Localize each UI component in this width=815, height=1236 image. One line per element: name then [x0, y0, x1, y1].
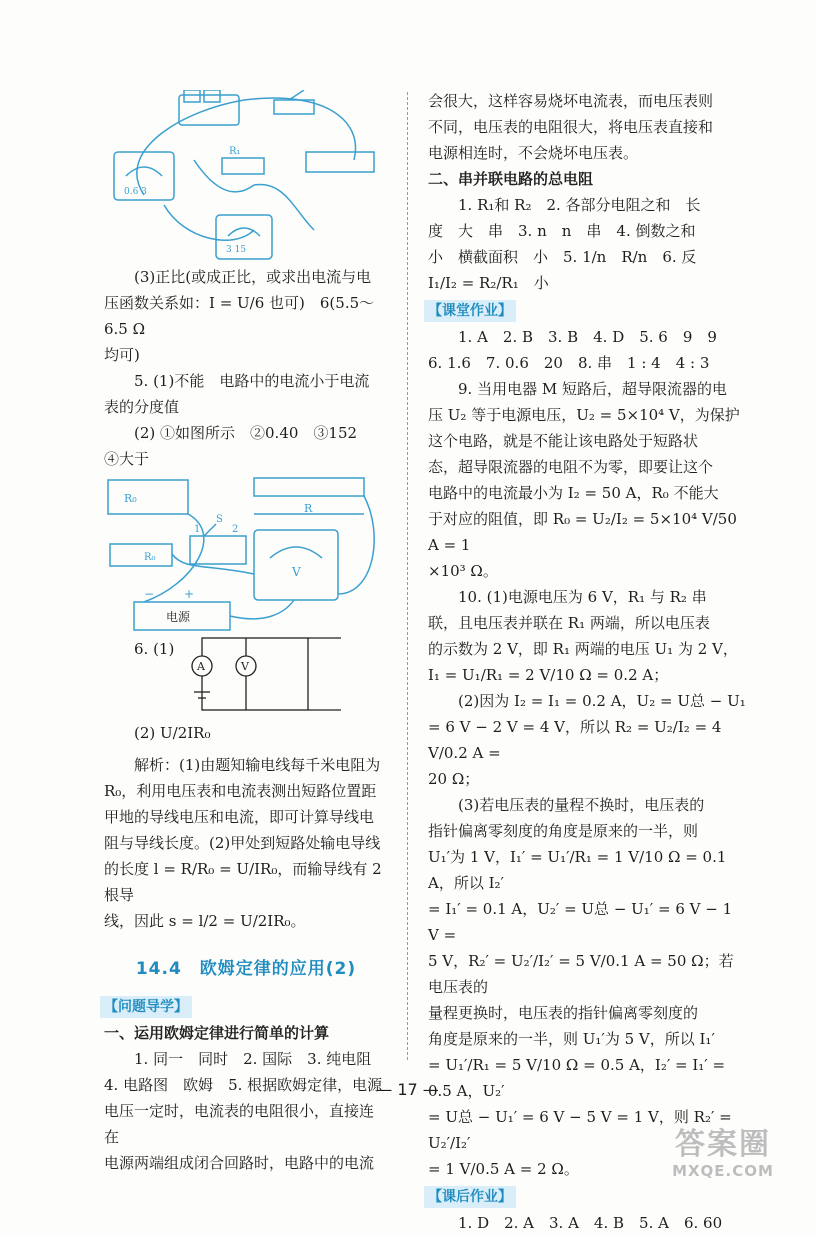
answer-line: 1. R₁和 R₂ 2. 各部分电阻之和 长 — [458, 196, 701, 214]
analysis-line: 甲地的导线电压和电流，即可计算导线电 — [104, 808, 375, 826]
fig2-source-label: 电源 — [166, 610, 191, 624]
page-number: — 17 — — [376, 1080, 439, 1099]
answer-line: 均可) — [104, 346, 140, 364]
answer-line: (2)因为 I₂ = I₁ = 0.2 A，U₂ = U总 − U₁ — [458, 692, 746, 710]
section-heading: 二、串并联电路的总电阻 — [428, 170, 594, 188]
answer-line: 的示数为 2 V，即 R₁ 两端的电压 U₁ 为 2 V， — [428, 640, 738, 658]
answer-line: = 6 V − 2 V = 4 V，所以 R₂ = U₂/I₂ = 4 V/0.2 A = — [428, 718, 722, 762]
fig2-1-label: 1 — [194, 524, 201, 535]
column-divider — [407, 92, 408, 1060]
left-column — [104, 88, 388, 1176]
fig1-r1-label: R₁ — [229, 146, 241, 157]
answer-line: 度 大 串 3. n n 串 4. 倒数之和 — [428, 222, 696, 240]
answer-line: I₁ = U₁/R₁ = 2 V/10 Ω = 0.2 A； — [428, 666, 669, 684]
answer-line: = U₁′/R₁ = 5 V/10 Ω = 0.5 A，I₂′ = I₁′ = 0.5 A，U₂′ — [428, 1056, 726, 1100]
fig3-voltmeter: V — [241, 660, 250, 673]
fig2-v-label: V — [292, 565, 301, 579]
fig2-minus: − — [144, 587, 155, 601]
answer-line: 压 U₂ 等于电源电压，U₂ = 5×10⁴ V，为保护 — [428, 406, 740, 424]
answer-line: 4. 电路图 欧姆 5. 根据欧姆定律，电源 — [104, 1076, 383, 1094]
analysis-line: 解析：(1)由题知输电线每千米电阻为 — [134, 756, 381, 774]
circuit-figure-3 — [176, 636, 346, 714]
answer-line: 1. 同一 同时 2. 国际 3. 纯电阻 — [134, 1050, 372, 1068]
answer-line: U₁′为 1 V，I₁′ = U₁′/R₁ = 1 V/10 Ω = 0.1 A，所以 I₂′ — [428, 848, 727, 892]
answer-line: 压函数关系如：I = U/6 也可) 6(5.5～6.5 Ω — [104, 294, 375, 338]
fig2-s-label: S — [216, 514, 223, 525]
section-heading: 一、运用欧姆定律进行简单的计算 — [104, 1024, 330, 1042]
fig1-voltmeter-label: 3 15 — [226, 245, 247, 255]
analysis-line: 阻与导线长度。(2)甲处到短路处输电导线 — [104, 834, 381, 852]
right-column — [428, 88, 746, 1236]
answer-line: 电源两端组成闭合回路时，电路中的电流 — [104, 1154, 375, 1172]
answer-line: 表的分度值 — [104, 398, 180, 416]
answer-line: 这个电路，就是不能让该电路处于短路状 — [428, 432, 699, 450]
answer-line: (2) U/2IR₀ — [134, 724, 211, 742]
analysis-line: 的长度 l = R/R₀ = U/IR₀，而输导线有 2 根导 — [104, 860, 382, 904]
circuit-figure-1 — [104, 90, 394, 262]
fig2-r-label: R — [304, 502, 313, 515]
section-tag-kehou: 【课后作业】 — [424, 1186, 516, 1208]
fig2-2-label: 2 — [232, 524, 239, 535]
answer-line: 态，超导限流器的电阻不为零，即要让这个 — [428, 458, 714, 476]
chapter-title: 14.4 欧姆定律的应用(2) — [135, 959, 357, 979]
answer-line: 5 V，R₂′ = U₂′/I₂′ = 5 V/0.1 A = 50 Ω；若电压表的 — [428, 952, 734, 996]
answer-line: 10. (1)电源电压为 6 V，R₁ 与 R₂ 串 — [458, 588, 707, 606]
answer-line: 量程更换时，电压表的指针偏离零刻度的 — [428, 1004, 699, 1022]
answer-line: 联，且电压表并联在 R₁ 两端，所以电压表 — [428, 614, 710, 632]
answer-line: (3)正比(或成正比，或求出电流与电 — [134, 268, 372, 286]
answer-line: 于对应的阻值，即 R₀ = U₂/I₂ = 5×10⁴ V/50 A = 1 — [428, 510, 737, 554]
analysis-line: R₀，利用电压表和电流表测出短路位置距 — [104, 782, 377, 800]
answer-line: = U总 − U₁′ = 6 V − 5 V = 1 V，则 R₂′ = U₂′/I₂′ — [428, 1108, 732, 1152]
fig2-r0-label-2: R₀ — [144, 552, 156, 563]
answer-line: 电路中的电流最小为 I₂ = 50 A，R₀ 不能大 — [428, 484, 719, 502]
answer-line: = 1 V/0.5 A = 2 Ω。 — [428, 1160, 579, 1178]
answer-line: (2) ①如图所示 ②0.40 ③152 — [134, 424, 358, 442]
circuit-figure-2 — [104, 474, 388, 634]
answer-line: 6. (1) — [134, 640, 175, 658]
watermark-logo — [643, 1128, 803, 1188]
answer-line: I₁/I₂ = R₂/R₁ 小 — [428, 274, 549, 292]
fig2-plus: + — [184, 587, 195, 601]
answer-line: 指针偏离零刻度的角度是原来的一半，则 — [428, 822, 699, 840]
answer-line: ④大于 — [104, 450, 150, 468]
answer-line: ×10³ Ω。 — [428, 562, 498, 580]
answer-line: 电源相连时，不会烧坏电压表。 — [428, 144, 639, 162]
fig1-ammeter-label: 0.6 3 — [124, 187, 147, 197]
watermark-url: MXQE.COM — [672, 1162, 774, 1180]
analysis-line: 线，因此 s = l/2 = U/2IR₀。 — [104, 912, 306, 930]
section-tag-wenti: 【问题导学】 — [100, 996, 192, 1018]
answer-line: 电压一定时，电流表的电阻很小，直接连在 — [104, 1102, 375, 1146]
answer-line: 6. 1.6 7. 0.6 20 8. 串 1 : 4 4 : 3 — [428, 354, 710, 372]
fig2-r0-label: R₀ — [124, 492, 137, 505]
answer-line: = I₁′ = 0.1 A，U₂′ = U总 − U₁′ = 6 V − 1 V = — [428, 900, 733, 944]
answer-line: 不同，电压表的电阻很大，将电压表直接和 — [428, 118, 714, 136]
answer-line: (3)若电压表的量程不换时，电压表的 — [458, 796, 705, 814]
section-tag-ketang: 【课堂作业】 — [424, 300, 516, 322]
answer-line: 1. A 2. B 3. B 4. D 5. 6 9 9 — [458, 328, 717, 346]
answer-line: 小 横截面积 小 5. 1/n R/n 6. 反 — [428, 248, 697, 266]
answer-line: 20 Ω； — [428, 770, 480, 788]
watermark-logo-text: 答案圈 — [675, 1127, 771, 1162]
answer-line: 9. 当用电器 M 短路后，超导限流器的电 — [458, 380, 727, 398]
answer-line: 角度是原来的一半，则 U₁′为 5 V，所以 I₁′ — [428, 1030, 715, 1048]
answer-line: 1. D 2. A 3. A 4. B 5. A 6. 60 — [458, 1214, 723, 1232]
answer-line: 5. (1)不能 电路中的电流小于电流 — [134, 372, 370, 390]
answer-line: 会很大，这样容易烧坏电流表，而电压表则 — [428, 92, 714, 110]
fig3-ammeter: A — [197, 660, 206, 673]
